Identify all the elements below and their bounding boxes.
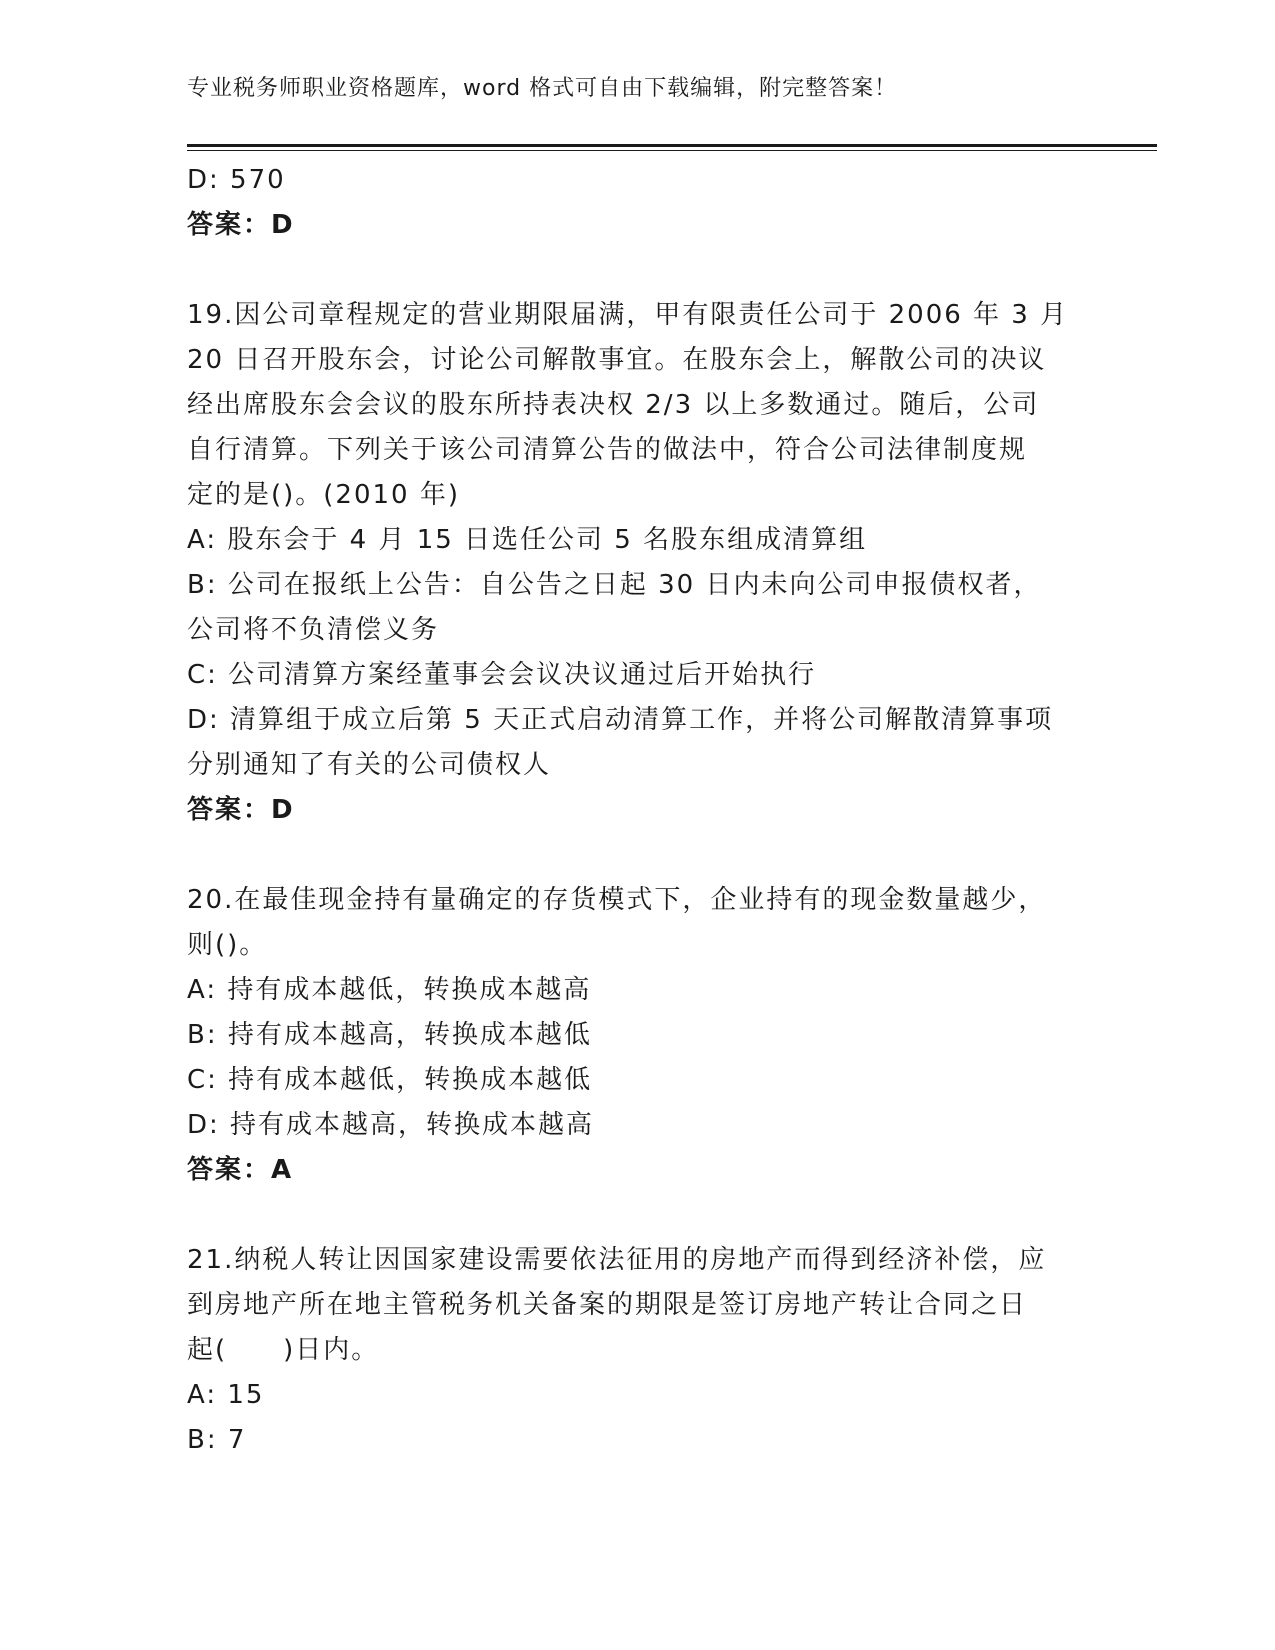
question-line: 经出席股东会会议的股东所持表决权 2/3 以上多数通过。随后，公司 bbox=[187, 390, 1040, 420]
question-line: 20 日召开股东会，讨论公司解散事宜。在股东会上，解散公司的决议 bbox=[187, 345, 1047, 375]
question-line: 21.纳税人转让因国家建设需要依法征用的房地产而得到经济补偿，应 bbox=[187, 1245, 1047, 1275]
answer-line: 答案：D bbox=[187, 795, 295, 825]
document-body bbox=[187, 158, 1087, 1463]
paragraph-gap bbox=[187, 248, 1087, 293]
option-line: A: 15 bbox=[187, 1380, 265, 1410]
option-line: 分别通知了有关的公司债权人 bbox=[187, 750, 552, 780]
option-line: B: 持有成本越高，转换成本越低 bbox=[187, 1020, 592, 1050]
option-line: C: 持有成本越低，转换成本越低 bbox=[187, 1065, 593, 1095]
option-line: 公司将不负清偿义务 bbox=[187, 615, 440, 645]
question-line: 起( )日内。 bbox=[187, 1335, 380, 1365]
option-line: A: 股东会于 4 月 15 日选任公司 5 名股东组成清算组 bbox=[187, 525, 868, 555]
header-divider bbox=[187, 144, 1157, 147]
question-line: 20.在最佳现金持有量确定的存货模式下，企业持有的现金数量越少， bbox=[187, 885, 1047, 915]
option-line: D: 清算组于成立后第 5 天正式启动清算工作，并将公司解散清算事项 bbox=[187, 705, 1054, 735]
option-line: A: 持有成本越低，转换成本越高 bbox=[187, 975, 592, 1005]
option-line: B: 7 bbox=[187, 1425, 247, 1455]
question-line: 到房地产所在地主管税务机关备案的期限是签订房地产转让合同之日 bbox=[187, 1290, 1028, 1320]
question-line: 定的是()。(2010 年) bbox=[187, 480, 461, 510]
question-line: 则()。 bbox=[187, 930, 268, 960]
option-line: B: 公司在报纸上公告：自公告之日起 30 日内未向公司申报债权者， bbox=[187, 570, 1042, 600]
answer-line: 答案：D bbox=[187, 210, 295, 240]
paragraph-gap bbox=[187, 1193, 1087, 1238]
option-line: D: 持有成本越高，转换成本越高 bbox=[187, 1110, 595, 1140]
header-divider-thin bbox=[187, 150, 1157, 151]
option-line: D: 570 bbox=[187, 165, 286, 195]
question-line: 自行清算。下列关于该公司清算公告的做法中，符合公司法律制度规 bbox=[187, 435, 1028, 465]
paragraph-gap bbox=[187, 833, 1087, 878]
answer-line: 答案：A bbox=[187, 1155, 294, 1185]
page-header: 专业税务师职业资格题库，word 格式可自由下载编辑，附完整答案！ bbox=[187, 76, 898, 101]
option-line: C: 公司清算方案经董事会会议决议通过后开始执行 bbox=[187, 660, 817, 690]
question-line: 19.因公司章程规定的营业期限届满，甲有限责任公司于 2006 年 3 月 bbox=[187, 300, 1069, 330]
